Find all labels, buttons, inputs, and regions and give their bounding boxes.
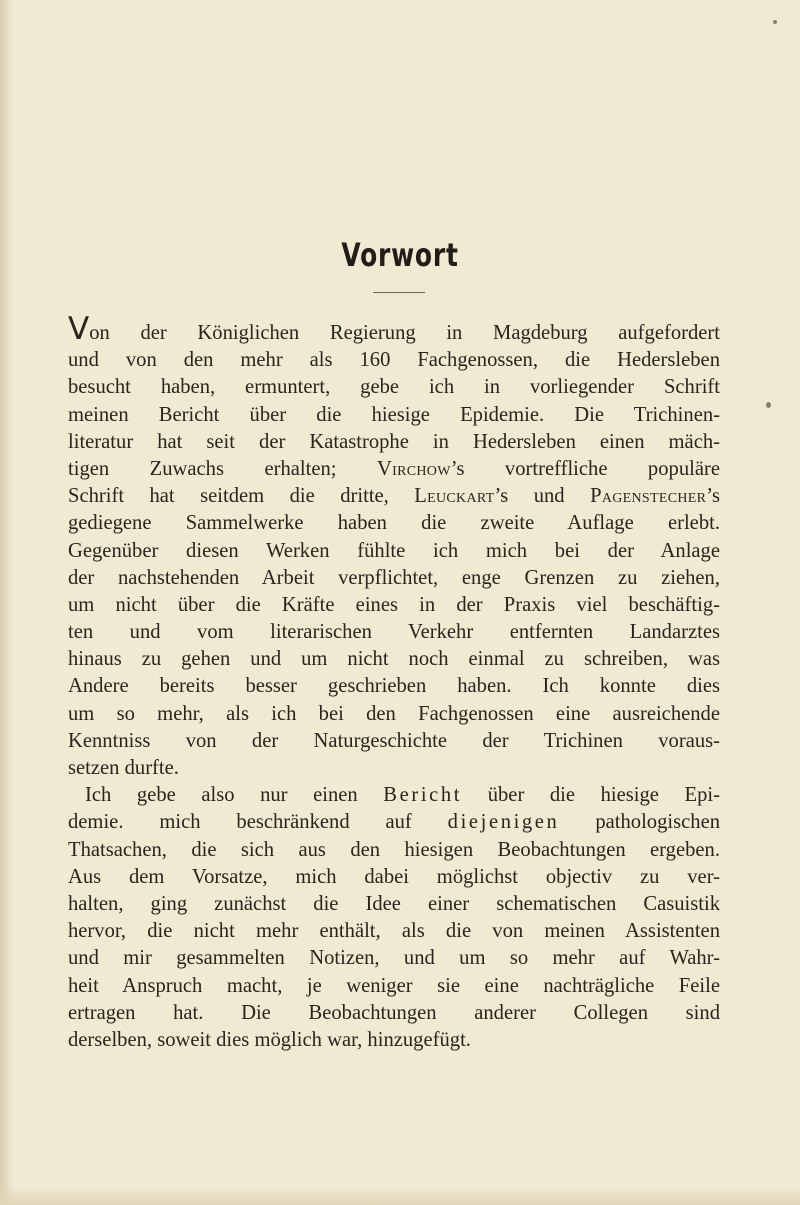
text-run: derselben, soweit dies möglich war, hinzugefügt. bbox=[68, 1028, 471, 1051]
text-run: ’s bbox=[706, 485, 720, 508]
text-line bbox=[68, 592, 720, 619]
text-line bbox=[68, 891, 720, 918]
text-line bbox=[68, 565, 720, 592]
text-line bbox=[68, 311, 720, 347]
text-line bbox=[68, 619, 720, 646]
text-run: Schrift hat seitdem die dritte, bbox=[68, 485, 415, 508]
author-name: Pagenstecher bbox=[590, 485, 707, 508]
text-line bbox=[68, 918, 720, 945]
text-line bbox=[68, 510, 720, 537]
text-run: on der Königlichen Regierung in Magdeburg aufgefordert bbox=[89, 322, 720, 344]
text-run: demie. mich beschränkend auf bbox=[68, 811, 448, 834]
text-run: hervor, die nicht mehr enthält, als die von meinen Assistenten bbox=[68, 920, 720, 943]
text-line bbox=[68, 837, 720, 864]
text-run: Thatsachen, die sich aus den hiesigen Beobachtungen ergeben. bbox=[68, 838, 720, 861]
text-line bbox=[68, 864, 720, 891]
text-line bbox=[68, 347, 720, 374]
text-run: Aus dem Vorsatze, mich dabei möglichst objectiv zu ver- bbox=[68, 865, 720, 888]
text-run: heit Anspruch macht, je weniger sie eine nachträgliche Feile bbox=[68, 974, 720, 997]
text-run: und mir gesammelten Notizen, und um so mehr auf Wahr- bbox=[68, 947, 720, 970]
page-edge-shadow bbox=[0, 0, 14, 1205]
text-line bbox=[68, 1000, 720, 1027]
text-run: gediegene Sammelwerke haben die zweite Auflage erlebt. bbox=[68, 512, 720, 535]
paper-speck bbox=[773, 20, 777, 24]
text-run: meinen Bericht über die hiesige Epidemie. Die Trichinen- bbox=[68, 403, 720, 426]
text-line bbox=[68, 728, 720, 755]
text-run: Ich gebe also nur einen bbox=[85, 784, 384, 807]
text-run: setzen durfte. bbox=[68, 757, 179, 779]
author-name: Virchow bbox=[376, 457, 451, 480]
text-run: der nachstehenden Arbeit verpflichtet, enge Grenzen zu ziehen, bbox=[68, 566, 720, 589]
text-run: ten und vom literarischen Verkehr entfernten Landarztes bbox=[68, 621, 720, 644]
text-line bbox=[68, 755, 720, 782]
text-line bbox=[68, 402, 720, 429]
text-run: halten, ging zunächst die Idee einer schematischen Casuistik bbox=[68, 892, 720, 915]
text-run: über die hiesige Epi- bbox=[462, 784, 720, 807]
text-run: ’s vortreffliche populäre bbox=[450, 457, 720, 480]
text-run: literatur hat seit der Katastrophe in Hedersleben einen mäch- bbox=[68, 430, 720, 453]
text-line bbox=[68, 429, 720, 456]
text-line bbox=[68, 374, 720, 401]
text-line bbox=[68, 973, 720, 1000]
drop-cap: V bbox=[68, 311, 90, 347]
title-divider bbox=[373, 292, 425, 293]
text-run: Gegenüber diesen Werken fühlte ich mich bei der Anlage bbox=[68, 539, 720, 562]
page-title: Vorwort bbox=[341, 236, 459, 274]
text-run: pathologischen bbox=[559, 811, 721, 834]
text-line bbox=[68, 483, 720, 510]
author-name: Leuckart bbox=[414, 485, 495, 508]
text-line bbox=[68, 673, 720, 700]
preface-text bbox=[68, 311, 721, 1054]
page-bottom-shadow bbox=[0, 1187, 800, 1205]
text-line bbox=[68, 1027, 720, 1054]
emphasized-word: Bericht bbox=[383, 784, 463, 807]
text-line bbox=[68, 538, 720, 565]
emphasized-word: diejenigen bbox=[447, 811, 560, 834]
text-run: besucht haben, ermuntert, gebe ich in vorliegender Schrift bbox=[68, 376, 720, 399]
text-run: ’s und bbox=[494, 485, 591, 508]
text-line bbox=[68, 646, 720, 673]
text-run: um nicht über die Kräfte eines in der Praxis viel beschäftig- bbox=[68, 593, 720, 616]
text-run: um so mehr, als ich bei den Fachgenossen eine ausreichende bbox=[68, 702, 720, 725]
paper-speck bbox=[766, 402, 771, 408]
text-line bbox=[68, 945, 720, 972]
text-run: und von den mehr als 160 Fachgenossen, die Hedersleben bbox=[68, 349, 720, 372]
text-line bbox=[68, 456, 720, 483]
text-run: hinaus zu gehen und um nicht noch einmal zu schreiben, was bbox=[68, 648, 720, 671]
text-line bbox=[68, 809, 720, 836]
text-line bbox=[68, 701, 720, 728]
text-run: Kenntniss von der Naturgeschichte der Trichinen voraus- bbox=[68, 729, 720, 752]
text-line bbox=[68, 782, 720, 809]
text-run: Andere bereits besser geschrieben haben. Ich konnte dies bbox=[68, 675, 720, 698]
text-run: ertragen hat. Die Beobachtungen anderer Collegen sind bbox=[68, 1001, 720, 1024]
text-run: tigen Zuwachs erhalten; bbox=[68, 457, 377, 480]
